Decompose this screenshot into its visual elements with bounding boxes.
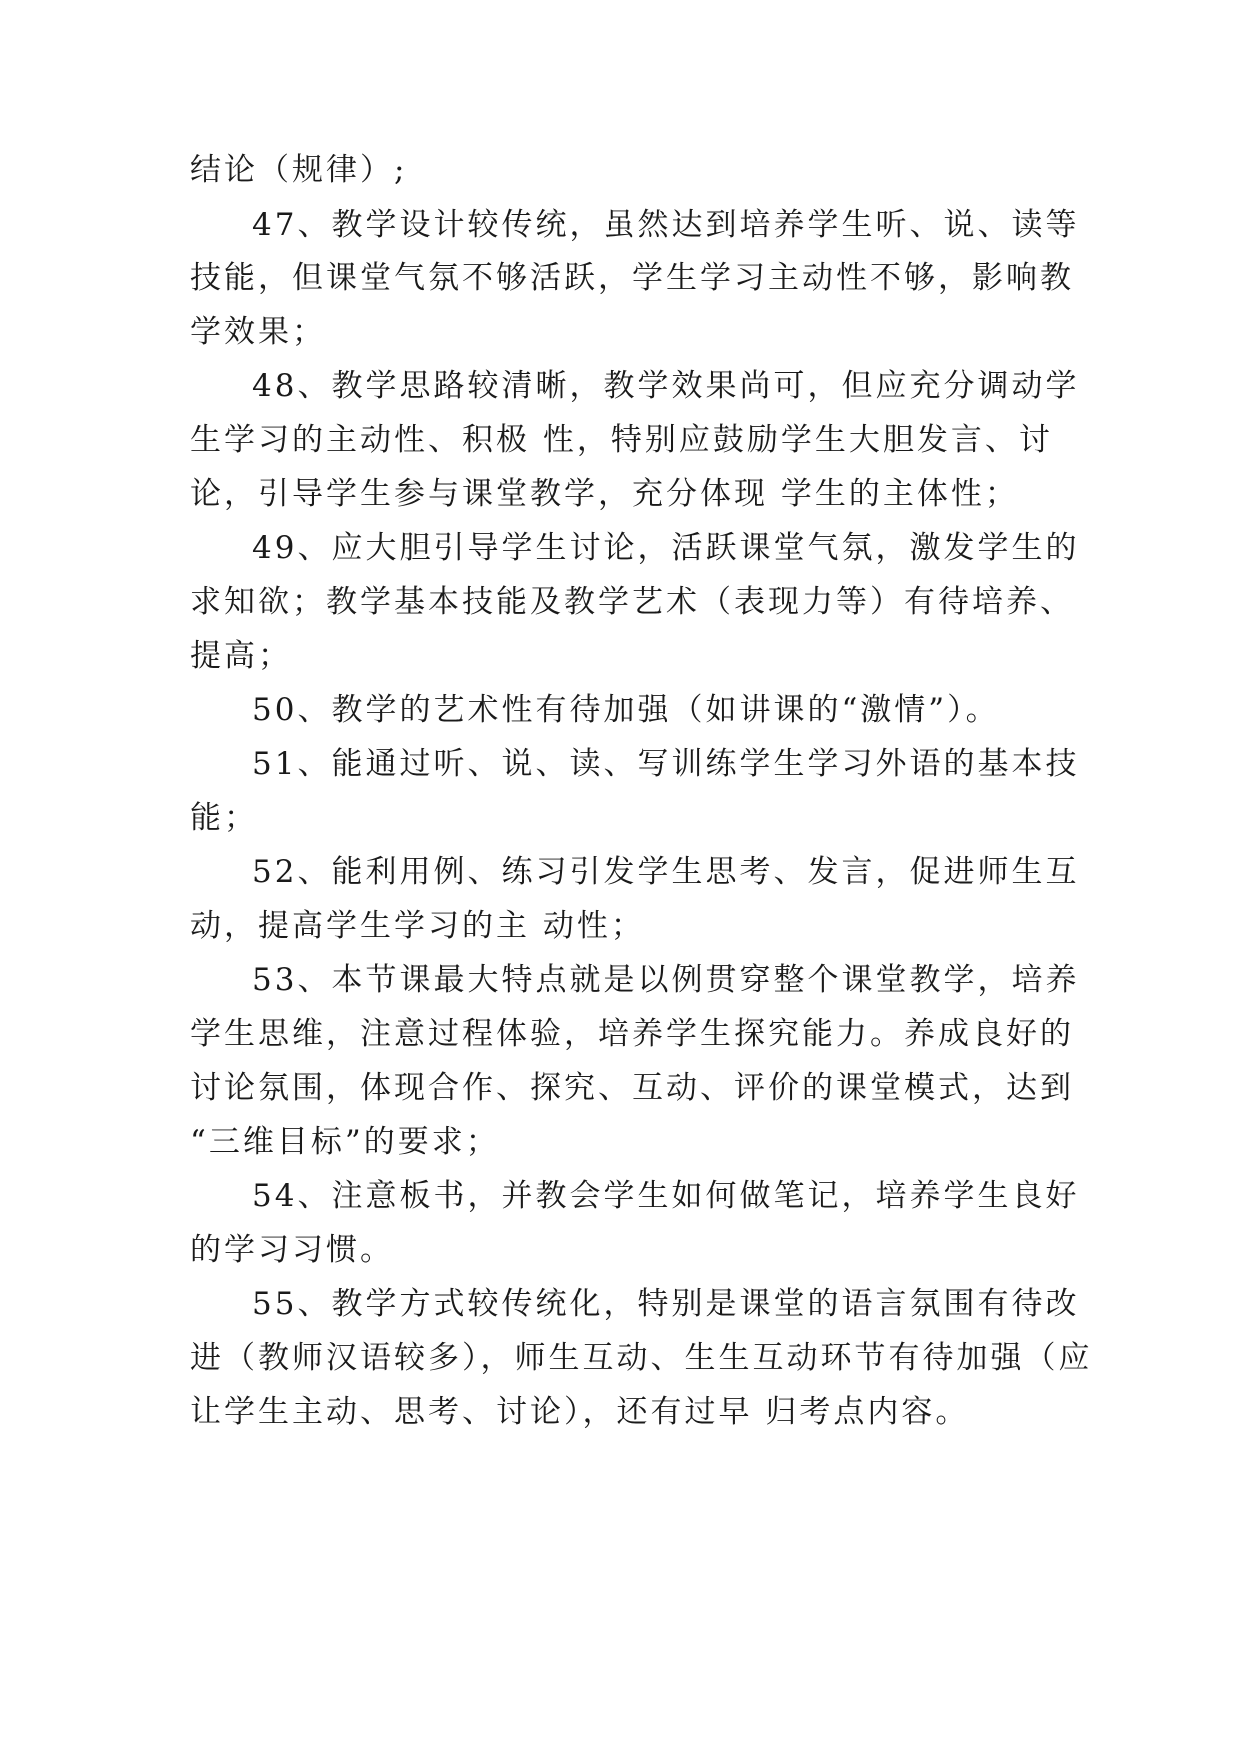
paragraph-55-line-1: 55、教学方式较传统化，特别是课堂的语言氛围有待改 (252, 1286, 1080, 1322)
paragraph-47-line-1: 47、教学设计较传统，虽然达到培养学生听、说、读等 (252, 207, 1080, 243)
paragraph-53-line-1: 53、本节课最大特点就是以例贯穿整个课堂教学，培养 (252, 962, 1080, 998)
paragraph-53-line-4: “三维目标”的要求； (190, 1124, 500, 1160)
paragraph-51-line-2: 能； (190, 800, 258, 836)
paragraph-48-line-1: 48、教学思路较清晰，教学效果尚可，但应充分调动学 (252, 368, 1080, 404)
paragraph-47-line-3: 学效果； (190, 314, 326, 350)
paragraph-55-line-2: 进（教师汉语较多），师生互动、生生互动环节有待加强（应 (190, 1340, 1093, 1376)
paragraph-51-line-1: 51、能通过听、说、读、写训练学生学习外语的基本技 (252, 746, 1080, 782)
paragraph-48-line-2: 生学习的主动性、积极 性，特别应鼓励学生大胆发言、讨 (190, 422, 1053, 458)
paragraph-52-line-1: 52、能利用例、练习引发学生思考、发言，促进师生互 (252, 854, 1080, 890)
paragraph-55-line-3: 让学生主动、思考、讨论），还有过早 归考点内容。 (190, 1394, 970, 1430)
paragraph-49-line-3: 提高； (190, 638, 292, 674)
paragraph-54-line-1: 54、注意板书，并教会学生如何做笔记，培养学生良好 (252, 1178, 1080, 1214)
paragraph-47-line-2: 技能，但课堂气氛不够活跃，学生学习主动性不够，影响教 (190, 260, 1074, 296)
paragraph-49-line-1: 49、应大胆引导学生讨论，活跃课堂气氛，激发学生的 (252, 530, 1080, 566)
paragraph-53-line-2: 学生思维，注意过程体验，培养学生探究能力。养成良好的 (190, 1016, 1074, 1052)
paragraph-54-line-2: 的学习习惯。 (190, 1232, 394, 1268)
paragraph-49-line-2: 求知欲；教学基本技能及教学艺术（表现力等）有待培养、 (190, 584, 1074, 620)
paragraph-48-line-3: 论，引导学生参与课堂教学，充分体现 学生的主体性； (190, 476, 1019, 512)
paragraph-52-line-2: 动，提高学生学习的主 动性； (190, 908, 645, 944)
text-line: 结论（规律）; (190, 152, 408, 188)
paragraph-53-line-3: 讨论氛围，体现合作、探究、互动、评价的课堂模式，达到 (190, 1070, 1074, 1106)
paragraph-50-line-1: 50、教学的艺术性有待加强（如讲课的“激情”）。 (252, 692, 1000, 728)
